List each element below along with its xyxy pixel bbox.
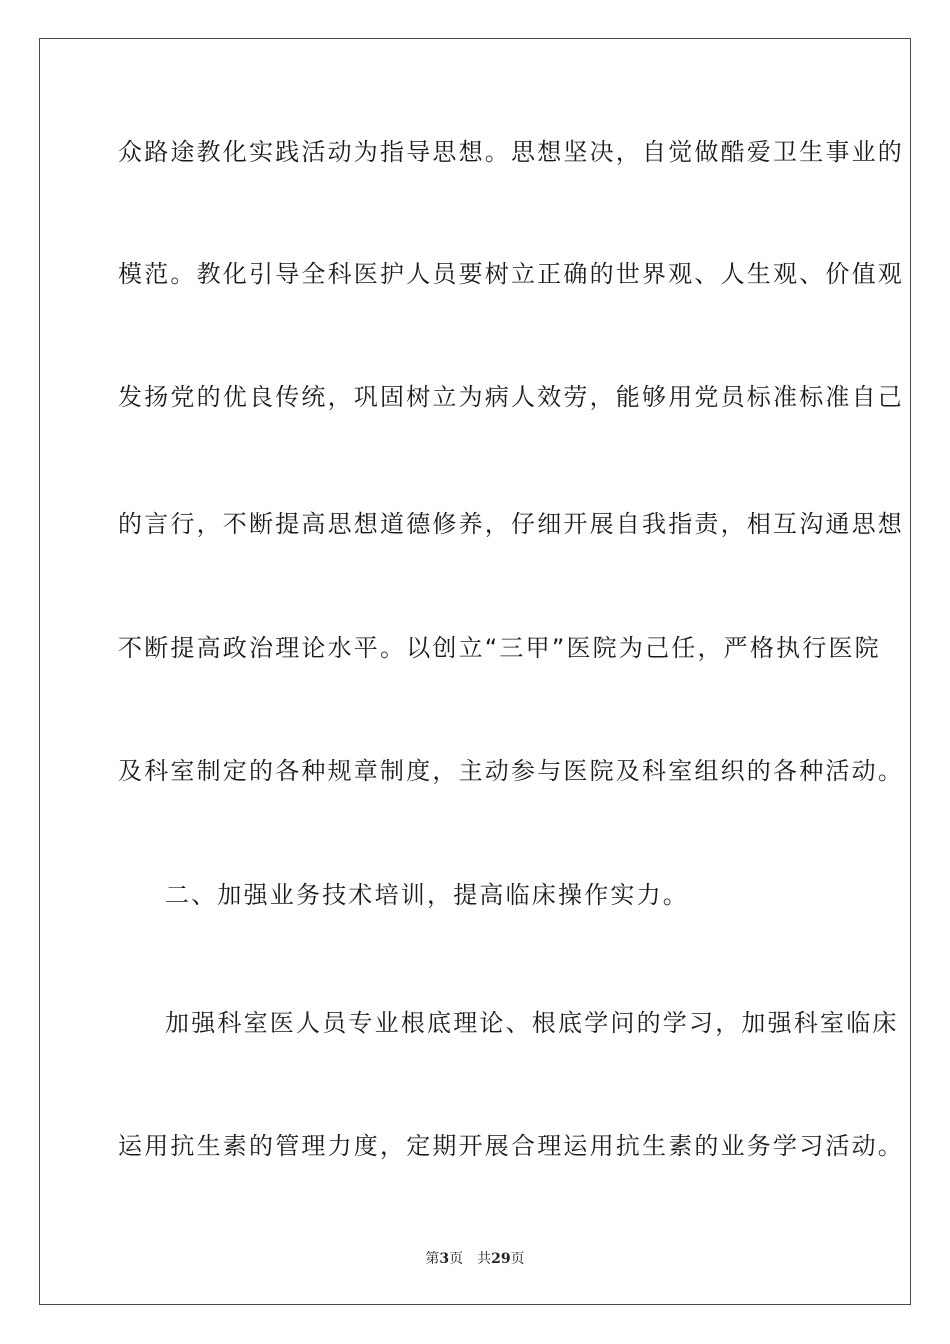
section-heading: 二、加强业务技术培训，提高临床操作实力。 — [165, 881, 689, 909]
body-text-line: 众路途教化实践活动为指导思想。思想坚决，自觉做酷爱卫生事业的 — [118, 138, 904, 166]
page-footer — [0, 1248, 950, 1268]
page-suffix: 页 — [449, 1251, 464, 1267]
total-pages-number: 29 — [491, 1251, 511, 1267]
total-suffix: 页 — [510, 1251, 525, 1267]
body-text-line: 不断提高政治理论水平。以创立“三甲”医院为己任，严格执行医院 — [118, 634, 881, 662]
body-text-line: 发扬党的优良传统，巩固树立为病人效劳，能够用党员标准标准自己 — [118, 383, 904, 411]
body-text-line: 的言行，不断提高思想道德修养，仔细开展自我指责，相互沟通思想 — [118, 510, 904, 538]
total-prefix: 共 — [477, 1251, 492, 1267]
body-text-line: 及科室制定的各种规章制度，主动参与医院及科室组织的各种活动。 — [118, 757, 904, 785]
page-prefix: 第 — [425, 1251, 440, 1267]
page-border — [39, 38, 911, 1305]
body-text-line: 模范。教化引导全科医护人员要树立正确的世界观、人生观、价值观 — [118, 260, 904, 288]
body-text-line: 加强科室医人员专业根底理论、根底学问的学习，加强科室临床 — [165, 1009, 899, 1037]
current-page-number: 3 — [439, 1251, 450, 1267]
body-text-line: 运用抗生素的管理力度，定期开展合理运用抗生素的业务学习活动。 — [118, 1132, 904, 1160]
